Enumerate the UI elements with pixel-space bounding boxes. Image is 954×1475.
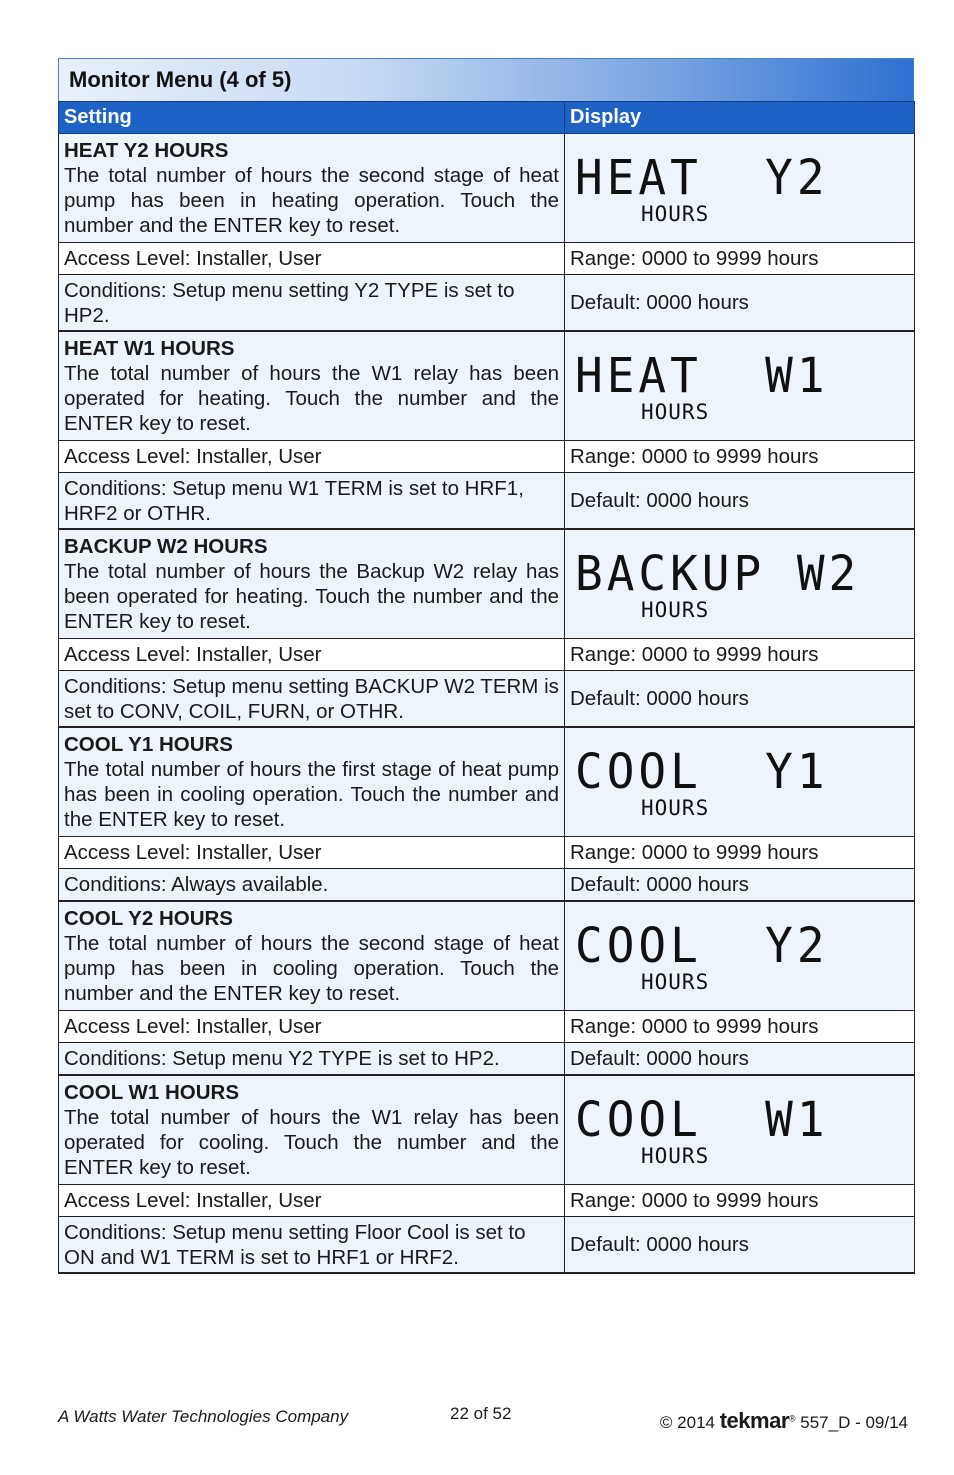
access-level: Access Level: Installer, User [59,243,565,275]
display-column-header: Display [565,102,915,134]
lcd-display-text: HEAT W1 [575,346,829,404]
access-level: Access Level: Installer, User [59,1011,565,1043]
menu-title: Monitor Menu (4 of 5) [58,58,914,101]
page-footer [58,1404,914,1433]
company-name: A Watts Water Technologies Company [58,1407,349,1426]
range: Range: 0000 to 9999 hours [565,639,915,671]
access-level: Access Level: Installer, User [59,639,565,671]
range: Range: 0000 to 9999 hours [565,1185,915,1217]
setting-description-cell [59,727,565,837]
copyright: © 2014 [659,1413,715,1432]
setting-description-cell [59,331,565,441]
lcd-display-text: COOL Y1 [575,742,829,800]
lcd-display-cell [565,901,915,1011]
conditions-row [59,1217,915,1274]
range: Range: 0000 to 9999 hours [565,1011,915,1043]
setting-description: The total number of hours the second stage of heat pump has been in cooling operation. Touch the number and the ENTER key to reset. [64,932,559,1005]
access-row [59,837,915,869]
registered-mark: ® [788,1413,796,1424]
conditions-row [59,473,915,530]
setting-description-cell [59,901,565,1011]
lcd-display-cell [565,1075,915,1185]
access-level: Access Level: Installer, User [59,441,565,473]
lcd-display-cell [565,134,915,243]
lcd-hours-label: HOURS [641,202,710,226]
setting-description: The total number of hours the second stage of heat pump has been in heating operation. Touch the number and the ENTER key to reset. [64,164,559,237]
lcd-display-text: HEAT Y2 [575,148,829,206]
tekmar-logo: tekmar [719,1408,789,1433]
lcd-display-cell [565,529,915,639]
setting-description-cell [59,529,565,639]
access-row [59,1011,915,1043]
document-code: 557_D - 09/14 [800,1413,908,1432]
access-row [59,1185,915,1217]
conditions: Conditions: Setup menu Y2 TYPE is set to HP2. [59,1043,565,1076]
range: Range: 0000 to 9999 hours [565,441,915,473]
lcd-display-text: COOL W1 [575,1090,829,1148]
conditions: Conditions: Setup menu setting BACKUP W2 TERM is set to CONV, COIL, FURN, or OTHR. [59,671,565,728]
conditions: Conditions: Setup menu setting Floor Cool is set to ON and W1 TERM is set to HRF1 or HRF2. [59,1217,565,1274]
setting-row [59,1075,915,1185]
lcd-hours-label: HOURS [641,598,710,622]
default-value: Default: 0000 hours [565,1043,915,1076]
setting-description: The total number of hours the W1 relay has been operated for heating. Touch the number and the ENTER key to reset. [64,362,559,435]
conditions-row [59,671,915,728]
setting-name: HEAT Y2 HOURS [64,139,229,162]
conditions: Conditions: Setup menu setting Y2 TYPE is set to HP2. [59,275,565,332]
setting-row [59,727,915,837]
default-value: Default: 0000 hours [565,1217,915,1274]
access-level: Access Level: Installer, User [59,837,565,869]
setting-row [59,134,915,243]
conditions-row [59,275,915,332]
access-level: Access Level: Installer, User [59,1185,565,1217]
monitor-menu-page [58,58,914,1274]
range: Range: 0000 to 9999 hours [565,243,915,275]
default-value: Default: 0000 hours [565,473,915,530]
setting-description: The total number of hours the W1 relay has been operated for cooling. Touch the number and the ENTER key to reset. [64,1106,559,1179]
access-row [59,441,915,473]
setting-description: The total number of hours the Backup W2 relay has been operated for heating. Touch the number and the ENTER key to reset. [64,560,559,633]
setting-row [59,331,915,441]
setting-name: BACKUP W2 HOURS [64,535,268,558]
lcd-hours-label: HOURS [641,796,710,820]
setting-description-cell [59,134,565,243]
settings-table [58,101,915,1274]
lcd-hours-label: HOURS [641,970,710,994]
lcd-display-cell [565,727,915,837]
default-value: Default: 0000 hours [565,275,915,332]
table-header-row [59,102,915,134]
setting-row [59,529,915,639]
lcd-hours-label: HOURS [641,1144,710,1168]
setting-name: COOL Y1 HOURS [64,733,233,756]
conditions: Conditions: Always available. [59,869,565,902]
footer-right [660,1408,908,1434]
default-value: Default: 0000 hours [565,671,915,728]
setting-name: COOL Y2 HOURS [64,907,233,930]
access-row [59,243,915,275]
setting-description-cell [59,1075,565,1185]
page-number: 22 of 52 [450,1404,512,1423]
access-row [59,639,915,671]
lcd-display-cell [565,331,915,441]
default-value: Default: 0000 hours [565,869,915,902]
conditions-row [59,1043,915,1076]
setting-description: The total number of hours the first stage of heat pump has been in cooling operation. Touch the number and the ENTER key to reset. [64,758,559,831]
setting-row [59,901,915,1011]
conditions: Conditions: Setup menu W1 TERM is set to HRF1, HRF2 or OTHR. [59,473,565,530]
setting-column-header: Setting [59,102,565,134]
lcd-hours-label: HOURS [641,400,710,424]
conditions-row [59,869,915,902]
setting-name: HEAT W1 HOURS [64,337,235,360]
lcd-display-text: COOL Y2 [575,916,829,974]
range: Range: 0000 to 9999 hours [565,837,915,869]
lcd-display-text: BACKUP W2 [575,544,861,602]
setting-name: COOL W1 HOURS [64,1081,240,1104]
